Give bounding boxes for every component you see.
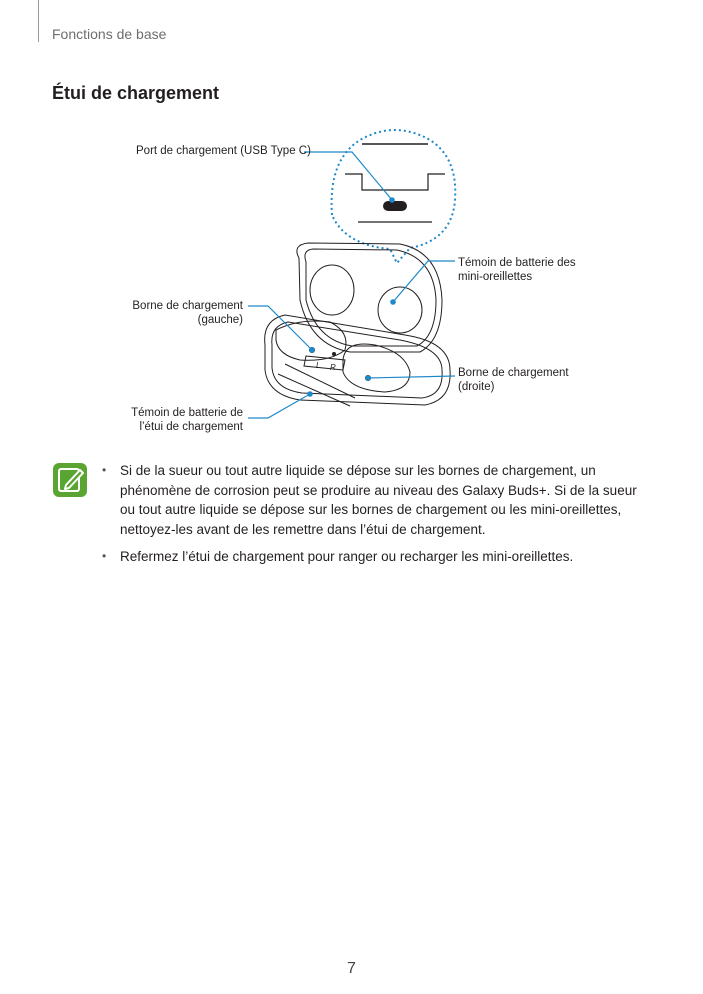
callout-charging-port: Port de chargement (USB Type C): [136, 145, 311, 157]
note-text: Si de la sueur ou tout autre liquide se dépose sur les bornes de chargement, un phénomène de corrosion peut se produire au niveau des Galaxy Buds+. Si de la sueur ou tout autre liquide se dépose sur les bornes de chargement ou les mini-oreillettes, nettoyez-les avant de les remettre dans l’étui de chargement.: [120, 463, 637, 537]
charging-case-illustration: [0, 0, 703, 460]
page-number: 7: [347, 960, 356, 977]
note-item: [100, 547, 640, 567]
callout-right-contact: [458, 366, 569, 394]
right-bud-letter: R: [330, 363, 336, 372]
bullet-icon: •: [102, 463, 107, 477]
callout-right-contact-line2: (droite): [458, 381, 495, 393]
note-pencil-icon: [53, 463, 87, 497]
note-item: [100, 461, 640, 539]
note-text: Refermez l’étui de chargement pour ranger ou recharger les mini-oreillettes.: [120, 549, 574, 564]
left-bud-letter: L: [316, 361, 321, 370]
header-section-title: Fonctions de base: [52, 26, 167, 42]
charging-case-figure: [0, 0, 703, 460]
callout-case-battery-led: [131, 406, 243, 434]
callout-lines: [248, 152, 455, 418]
callout-bud-battery-led-line2: mini-oreillettes: [458, 271, 533, 283]
callout-right-contact-line1: Borne de chargement: [458, 367, 569, 379]
notes-list: [100, 461, 640, 575]
callout-case-battery-led-line1: Témoin de batterie de: [131, 407, 243, 419]
callout-left-contact-line2: (gauche): [197, 314, 243, 326]
bullet-icon: •: [102, 549, 107, 563]
callout-left-contact-line1: Borne de chargement: [132, 300, 243, 312]
callout-bud-battery-led-line1: Témoin de batterie des: [458, 257, 576, 269]
callout-bud-battery-led: [458, 256, 576, 284]
page-title: Étui de chargement: [52, 83, 220, 103]
callout-left-contact: [132, 299, 243, 327]
callout-case-battery-led-line2: l’étui de chargement: [139, 421, 243, 433]
callout-dots: [307, 197, 396, 397]
